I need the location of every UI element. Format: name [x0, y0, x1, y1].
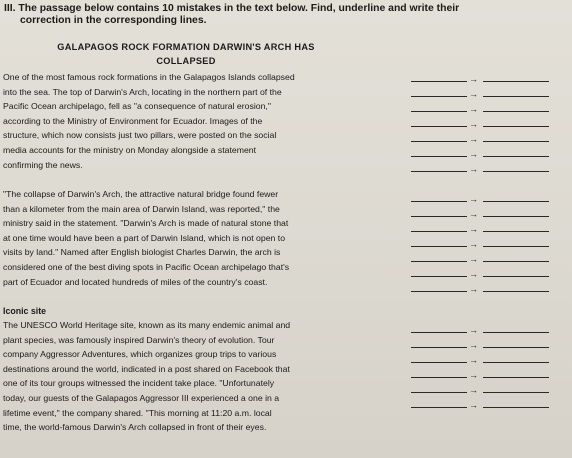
arrow-icon: →	[469, 284, 478, 294]
text-line: Pacific Ocean archipelago, fell as "a consequence of natural erosion,"	[3, 101, 271, 112]
correction-blank[interactable]	[483, 216, 549, 217]
paragraph-2	[3, 187, 383, 289]
answer-line[interactable]	[411, 87, 551, 97]
correction-blank[interactable]	[483, 96, 549, 97]
correction-blank[interactable]	[483, 171, 549, 172]
mistake-blank[interactable]	[411, 362, 467, 363]
answer-line[interactable]	[411, 222, 551, 232]
mistake-blank[interactable]	[411, 201, 467, 202]
mistake-blank[interactable]	[411, 392, 467, 393]
mistake-blank[interactable]	[411, 111, 467, 112]
answer-line[interactable]	[411, 252, 551, 262]
text-line: than a kilometer from the main area of Darwin Island, was reported," the	[3, 203, 280, 214]
text-line: company Aggressor Adventures, which organizes group trips to various	[3, 349, 277, 360]
mistake-blank[interactable]	[411, 156, 467, 157]
mistake-blank[interactable]	[411, 96, 467, 97]
correction-blank[interactable]	[483, 81, 549, 82]
mistake-blank[interactable]	[411, 246, 467, 247]
text-line: ministry said in the statement. "Darwin's Arch is made of natural stone that	[3, 218, 289, 229]
mistake-blank[interactable]	[411, 332, 467, 333]
correction-blank[interactable]	[483, 156, 549, 157]
text-line: today, our guests of the Galapagos Aggressor III experienced a one in a	[3, 392, 280, 403]
arrow-icon: →	[469, 355, 478, 365]
correction-blank[interactable]	[483, 392, 549, 393]
answer-line[interactable]	[411, 323, 551, 333]
text-line: The UNESCO World Heritage site, known as its many endemic animal and	[3, 320, 291, 330]
answer-line[interactable]	[411, 338, 551, 348]
arrow-icon: →	[469, 224, 478, 234]
mistake-blank[interactable]	[411, 141, 467, 142]
section-heading: Iconic site	[3, 306, 47, 316]
mistake-blank[interactable]	[411, 291, 467, 292]
mistake-blank[interactable]	[411, 81, 467, 82]
mistake-blank[interactable]	[411, 126, 467, 127]
arrow-icon: →	[469, 194, 478, 204]
text-line: destinations around the world, indicated in a post shared on Facebook that	[3, 363, 290, 374]
arrow-icon: →	[469, 340, 478, 350]
text-line: structure, which now consists just two pillars, were posted on the social	[3, 130, 277, 141]
arrow-icon: →	[469, 74, 478, 84]
text-line: according to the Ministry of Environment for Ecuador. Images of the	[3, 115, 263, 126]
answer-line[interactable]	[411, 353, 551, 363]
article-title-line-1: GALAPAGOS ROCK FORMATION DARWIN'S ARCH HAS	[57, 42, 315, 52]
answer-line[interactable]	[411, 147, 551, 157]
correction-blank[interactable]	[483, 111, 549, 112]
answer-line[interactable]	[411, 368, 551, 378]
text-line: into the sea. The top of Darwin's Arch, locating in the northern part of the	[3, 86, 282, 97]
answer-line[interactable]	[411, 237, 551, 247]
correction-blank[interactable]	[483, 246, 549, 247]
mistake-blank[interactable]	[411, 261, 467, 262]
text-line: at one time would have been a part of Darwin Island, which is not open to	[3, 232, 286, 243]
answer-line[interactable]	[411, 383, 551, 393]
mistake-blank[interactable]	[411, 347, 467, 348]
correction-blank[interactable]	[483, 141, 549, 142]
answer-line[interactable]	[411, 162, 551, 172]
arrow-icon: →	[469, 209, 478, 219]
answer-line[interactable]	[411, 132, 551, 142]
mistake-blank[interactable]	[411, 171, 467, 172]
text-line: media accounts for the ministry on Monday alongside a statement	[3, 144, 257, 155]
correction-blank[interactable]	[483, 377, 549, 378]
text-line: plant species, was famously inspired Darwin's theory of evolution. Tour	[3, 334, 275, 345]
correction-blank[interactable]	[483, 126, 549, 127]
article-title-line-2: COLLAPSED	[156, 56, 216, 66]
arrow-icon: →	[469, 325, 478, 335]
mistake-blank[interactable]	[411, 231, 467, 232]
correction-blank[interactable]	[483, 347, 549, 348]
arrow-icon: →	[469, 400, 478, 410]
text-line: visits by land." Named after English biologist Charles Darwin, the arch is	[3, 247, 281, 258]
correction-blank[interactable]	[483, 276, 549, 277]
exercise-instruction	[4, 3, 566, 27]
mistake-blank[interactable]	[411, 276, 467, 277]
arrow-icon: →	[469, 254, 478, 264]
correction-blank[interactable]	[483, 407, 549, 408]
instruction-line-2: correction in the corresponding lines.	[20, 15, 207, 26]
text-line: One of the most famous rock formations in the Galapagos Islands collapsed	[3, 72, 295, 82]
correction-blank[interactable]	[483, 261, 549, 262]
arrow-icon: →	[469, 370, 478, 380]
text-line: considered one of the best diving spots in Pacific Ocean archipelago that's	[3, 261, 290, 272]
text-line: "The collapse of Darwin's Arch, the attractive natural bridge found fewer	[3, 189, 279, 199]
answer-line[interactable]	[411, 267, 551, 277]
text-line: confirming the news.	[3, 159, 83, 170]
arrow-icon: →	[469, 164, 478, 174]
answer-line[interactable]	[411, 117, 551, 127]
answer-line[interactable]	[411, 207, 551, 217]
arrow-icon: →	[469, 104, 478, 114]
text-line: part of Ecuador and located hundreds of miles of the country's coast.	[3, 276, 268, 287]
text-line: lifetime event," the company shared. "This morning at 11:20 a.m. local	[3, 407, 272, 418]
mistake-blank[interactable]	[411, 407, 467, 408]
instruction-line-1: III. The passage below contains 10 mistakes in the text below. Find, underline and write their	[4, 3, 460, 14]
correction-blank[interactable]	[483, 362, 549, 363]
correction-blank[interactable]	[483, 332, 549, 333]
correction-blank[interactable]	[483, 231, 549, 232]
answer-line[interactable]	[411, 102, 551, 112]
arrow-icon: →	[469, 134, 478, 144]
text-line: time, the world-famous Darwin's Arch collapsed in front of their eyes.	[3, 422, 267, 433]
paragraph-1	[3, 70, 383, 172]
arrow-icon: →	[469, 269, 478, 279]
arrow-icon: →	[469, 385, 478, 395]
answer-line[interactable]	[411, 72, 551, 82]
arrow-icon: →	[469, 89, 478, 99]
paragraph-3	[3, 318, 383, 435]
arrow-icon: →	[469, 239, 478, 249]
text-line: one of its tour groups witnessed the incident take place. "Unfortunately	[3, 378, 275, 389]
correction-blank[interactable]	[483, 201, 549, 202]
answer-line[interactable]	[411, 398, 551, 408]
arrow-icon: →	[469, 119, 478, 129]
arrow-icon: →	[469, 149, 478, 159]
correction-blank[interactable]	[483, 291, 549, 292]
answer-line[interactable]	[411, 192, 551, 202]
answer-line[interactable]	[411, 282, 551, 292]
mistake-blank[interactable]	[411, 216, 467, 217]
mistake-blank[interactable]	[411, 377, 467, 378]
